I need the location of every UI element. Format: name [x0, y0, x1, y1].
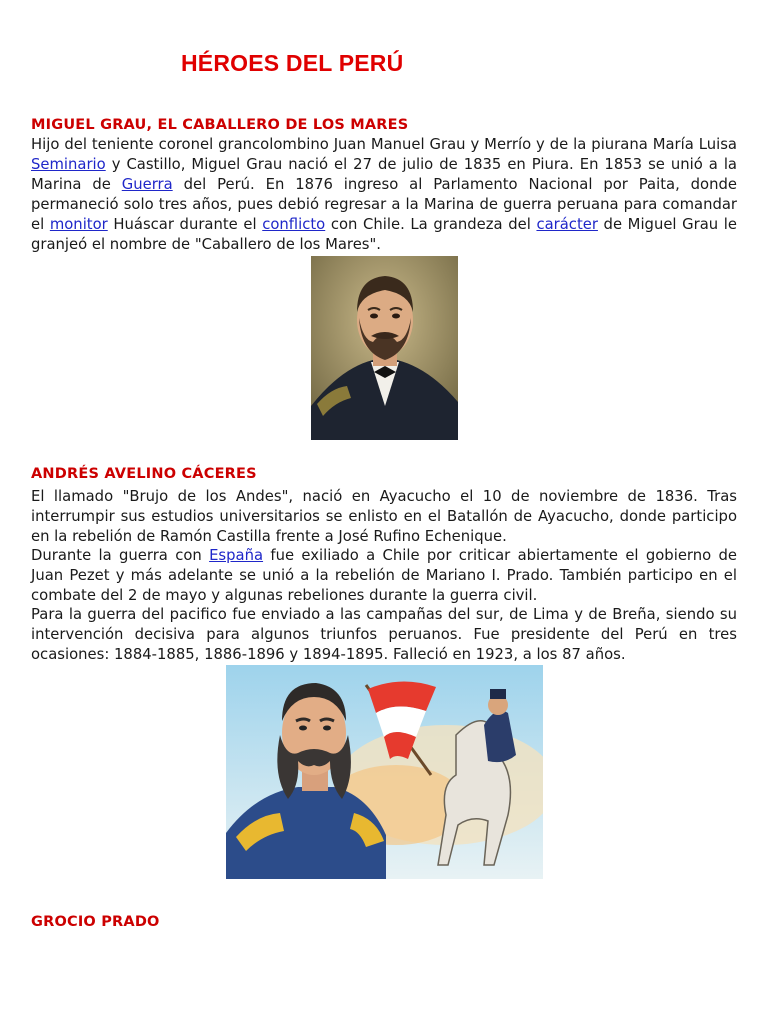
link-monitor[interactable]: monitor [49, 216, 108, 233]
grau-paragraph: Hijo del teniente coronel grancolombino Juan Manuel Grau y Merrío y de la piurana María Luisa Seminario y Castillo, Miguel Grau nació el 27 de julio de 1835 en Piura. En 1853 se unió a la Marina de Guerra del Perú. En 1876 ingreso al Parlamento Nacional por Paita, donde permaneció solo tres años, pues debió regresar a la Marina de guerra peruana para comandar el monitor Huáscar durante el conflicto con Chile. La grandeza del carácter de Miguel Grau le granjeó el nombre de "Caballero de los Mares". [31, 136, 737, 253]
link-conflicto[interactable]: conflicto [262, 216, 326, 233]
caceres-paragraph-1: El llamado "Brujo de los Andes", nació en Ayacucho el 10 de noviembre de 1836. Tras interrumpir sus estudios universitarios se enlisto en el Batallón de Ayacucho, donde participo en la rebelión de Ramón Castilla frente a José Rufino Echenique. [31, 488, 737, 545]
link-guerra[interactable]: Guerra [121, 176, 173, 193]
link-caracter[interactable]: carácter [536, 216, 598, 233]
link-espana[interactable]: España [209, 547, 264, 564]
caceres-paragraph-2: Durante la guerra con España fue exiliado a Chile por criticar abiertamente el gobierno de Juan Pezet y más adelante se unió a la rebelión de Mariano I. Prado. También participo en el combate del 2 de mayo y algunas rebeliones durante la guerra civil. [31, 547, 737, 604]
andres-caceres-illustration [226, 665, 543, 879]
section-heading-caceres: ANDRÉS AVELINO CÁCERES [31, 466, 257, 482]
miguel-grau-portrait [311, 256, 458, 440]
section-heading-grau: MIGUEL GRAU, EL CABALLERO DE LOS MARES [31, 117, 409, 133]
section-heading-prado: GROCIO PRADO [31, 914, 160, 930]
caceres-paragraph-3: Para la guerra del pacifico fue enviado a las campañas del sur, de Lima y de Breña, siendo su intervención decisiva para algunos triunfos peruanos. Fue presidente del Perú en tres ocasiones: 1884-1885, 1886-1896 y 1894-1895. Falleció en 1923, a los 87 años. [31, 606, 737, 663]
link-seminario[interactable]: Seminario [31, 156, 106, 173]
page-title: HÉROES DEL PERÚ [181, 50, 404, 76]
